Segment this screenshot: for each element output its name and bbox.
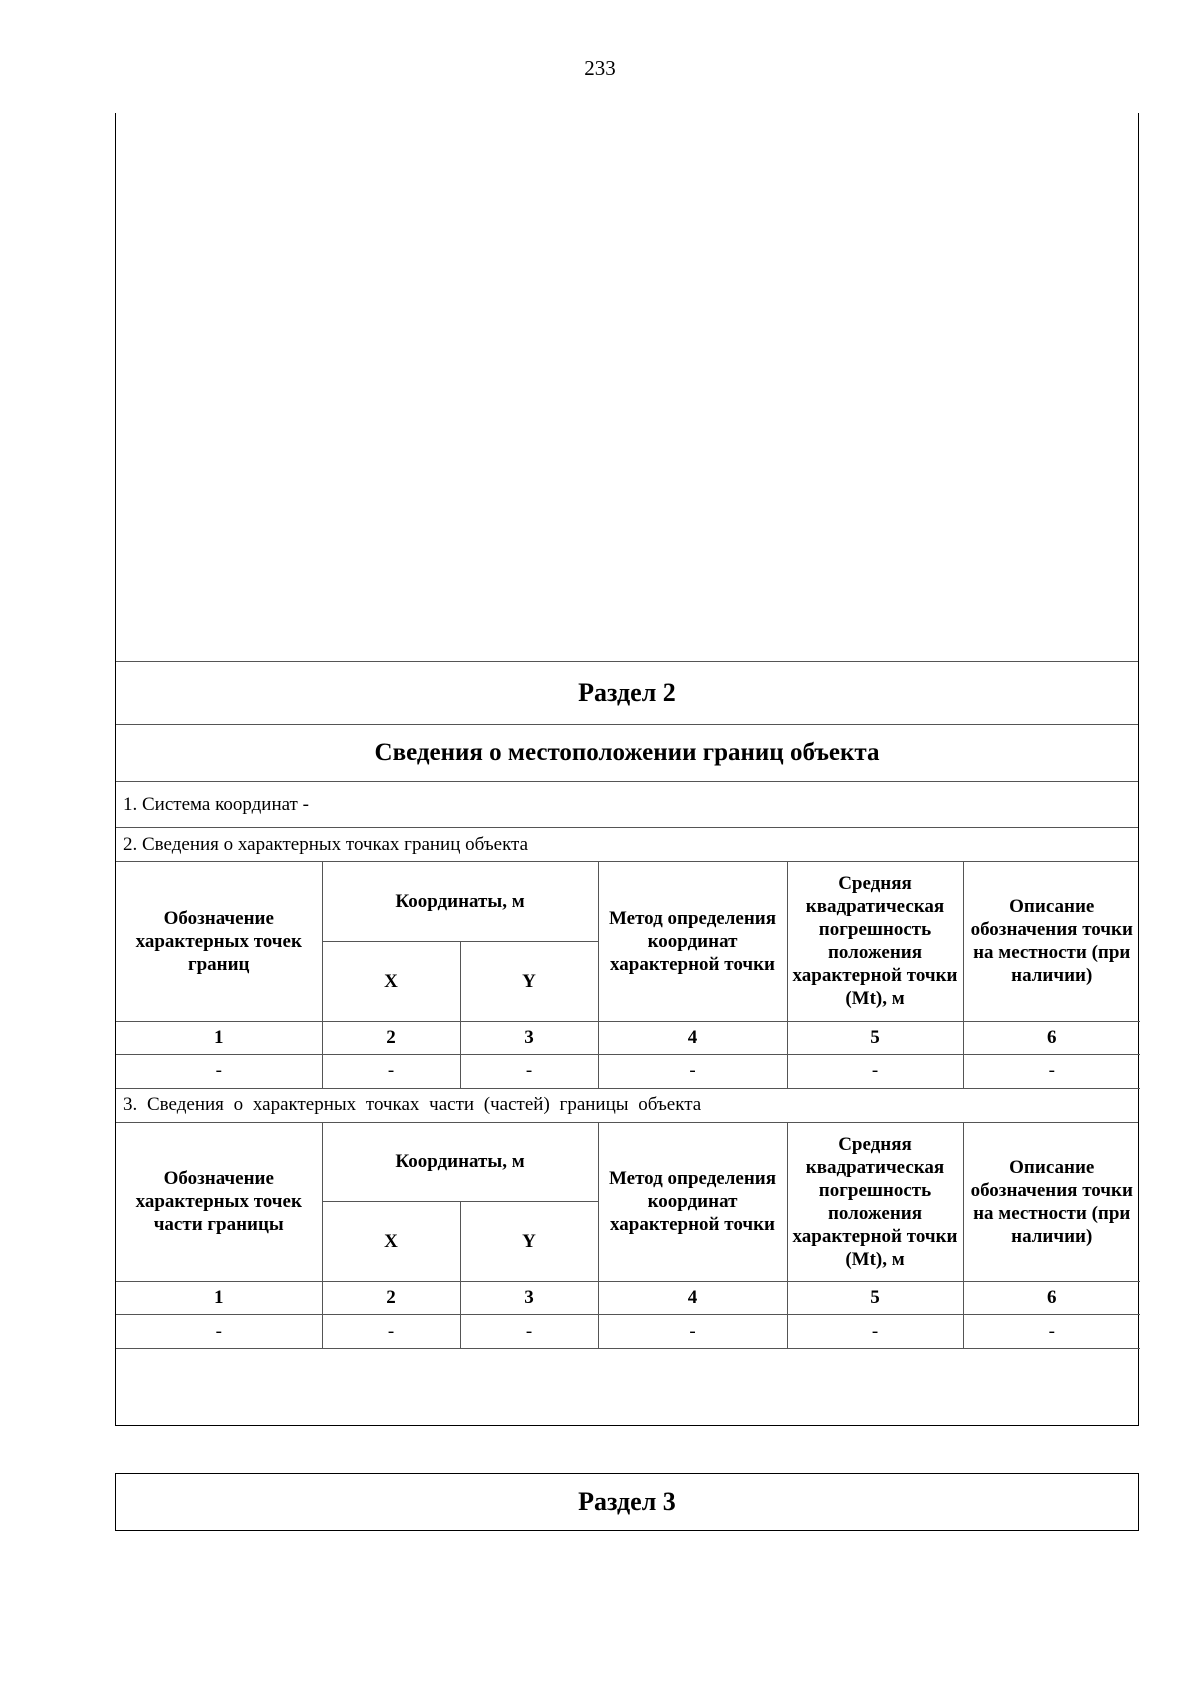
table-cell: - [787, 1054, 963, 1088]
header-x: X [322, 1202, 460, 1282]
header-designation: Обозначение характерных точек части границы [116, 1123, 322, 1282]
column-number: 4 [598, 1021, 787, 1054]
column-number: 3 [460, 1021, 598, 1054]
section3-title: Раздел 3 [115, 1473, 1139, 1531]
table-cell: - [963, 1315, 1140, 1349]
section2-frame [115, 113, 1139, 1426]
column-number: 1 [116, 1282, 322, 1315]
header-method: Метод определения координат характерной точки [598, 862, 787, 1021]
header-error: Средняя квадратическая погрешность положения характерной точки (Mt), м [787, 862, 963, 1021]
blank-area [116, 1349, 1138, 1431]
column-number: 5 [787, 1021, 963, 1054]
column-number: 4 [598, 1282, 787, 1315]
boundary-points-table [116, 862, 1140, 1089]
column-number: 3 [460, 1282, 598, 1315]
table-cell: - [116, 1315, 322, 1349]
header-y: Y [460, 1202, 598, 1282]
table-cell: - [598, 1054, 787, 1088]
column-number: 2 [322, 1282, 460, 1315]
column-number: 6 [963, 1282, 1140, 1315]
table-cell: - [116, 1054, 322, 1088]
map-area [116, 113, 1138, 662]
header-error: Средняя квадратическая погрешность положения характерной точки (Mt), м [787, 1123, 963, 1282]
table-row [116, 1054, 1140, 1088]
header-method: Метод определения координат характерной точки [598, 1123, 787, 1282]
part-boundary-points-caption: 3. Сведения о характерных точках части (частей) границы объекта [116, 1089, 1138, 1123]
part-boundary-points-table [116, 1123, 1140, 1350]
column-number: 5 [787, 1282, 963, 1315]
header-designation: Обозначение характерных точек границ [116, 862, 322, 1021]
section2-subtitle: Сведения о местоположении границ объекта [116, 725, 1138, 782]
column-number: 2 [322, 1021, 460, 1054]
header-y: Y [460, 941, 598, 1021]
header-description: Описание обозначения точки на местности (при наличии) [963, 862, 1140, 1021]
header-coordinates: Координаты, м [322, 862, 598, 941]
column-number: 1 [116, 1021, 322, 1054]
table-row [116, 1315, 1140, 1349]
table-cell: - [460, 1315, 598, 1349]
table-cell: - [787, 1315, 963, 1349]
page-number: 233 [584, 56, 616, 80]
coordinate-system: 1. Система координат - [116, 782, 1138, 828]
column-numbers-row [116, 1021, 1140, 1054]
table-cell: - [322, 1315, 460, 1349]
boundary-points-caption: 2. Сведения о характерных точках границ объекта [116, 828, 1138, 862]
table-cell: - [963, 1054, 1140, 1088]
table-cell: - [322, 1054, 460, 1088]
section2-title: Раздел 2 [116, 662, 1138, 725]
header-x: X [322, 941, 460, 1021]
column-numbers-row [116, 1282, 1140, 1315]
header-coordinates: Координаты, м [322, 1123, 598, 1202]
table-cell: - [460, 1054, 598, 1088]
column-number: 6 [963, 1021, 1140, 1054]
table-cell: - [598, 1315, 787, 1349]
header-description: Описание обозначения точки на местности (при наличии) [963, 1123, 1140, 1282]
